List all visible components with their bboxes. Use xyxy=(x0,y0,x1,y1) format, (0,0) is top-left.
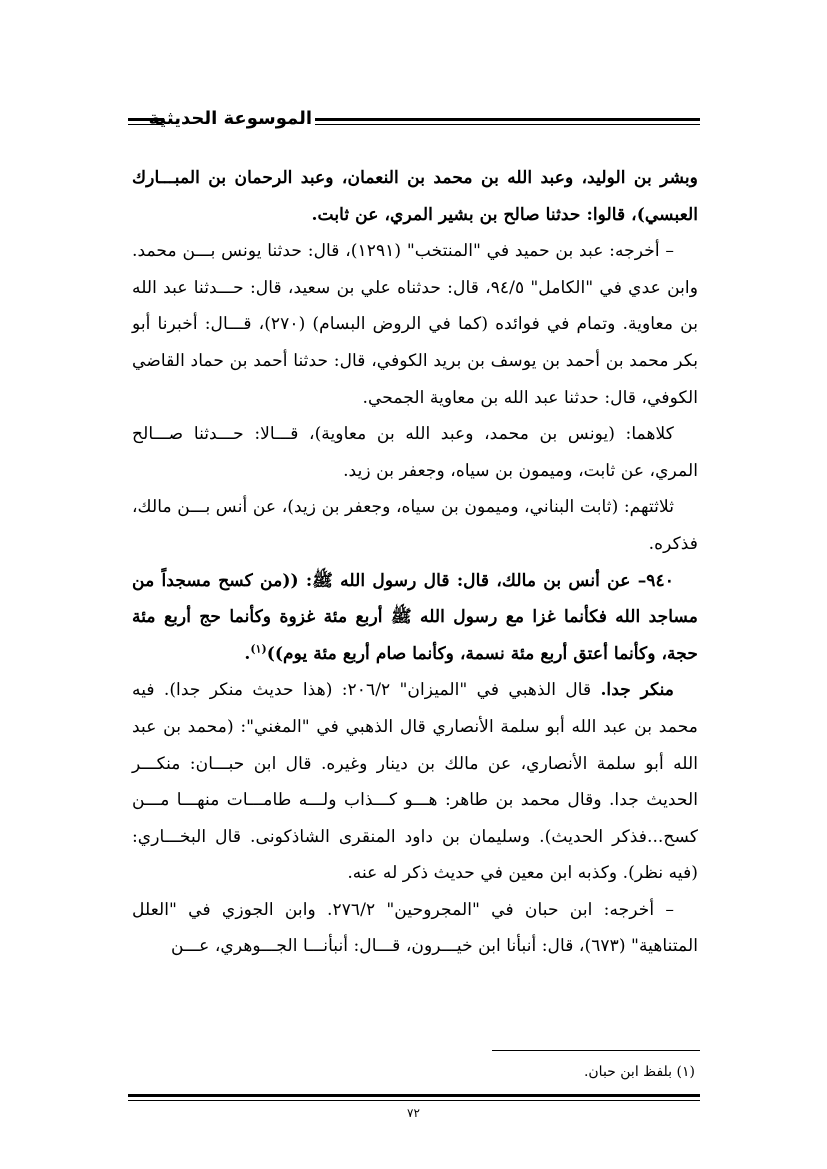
header-title: الموسوعة الحديثية xyxy=(148,108,312,129)
paragraph-chain-end: وبشر بن الوليد، وعبد الله بن محمد بن النعمان، وعبد الرحمان بن المبـــارك العبسي)، قالوا: حدثنا صالح بن بشير المري، عن ثابت. xyxy=(132,168,698,225)
paragraph-both: كلاهما: (يونس بن محمد، وعبد الله بن معاوية)، قـــالا: حـــدثنا صـــالح المري، عن ثابت، وميمون بن سياه، وجعفر بن زيد. xyxy=(132,424,698,481)
grading-text: قال الذهبي في "الميزان" ٢٠٦/٢: (هذا حديث منكر جدا). فيه محمد بن عبد الله أبو سلمة الأنصاري قال الذهبي في "المغني": (محمد بن عبد الله أبو سلمة الأنصاري، عن مالك بن دينار وغيره. قال ابن حبـــان: منكـــر الحديث جدا. وقال محمد بن طاهر: هـــو كـــذاب ولـــه طامـــات منهـــا مـــن كسح...فذكر الحديث). وسليمان بن داود المنقرى الشاذكونى. قال البخـــاري: (فيه نظر). وكذبه ابن معين في حديث ذكر له عنه. xyxy=(132,680,698,884)
footnote: (١) بلفظ ابن حبان. xyxy=(583,1064,695,1080)
footnote-ref: (١) xyxy=(250,641,267,655)
paragraph-takhrij: – أخرجه: عبد بن حميد في "المنتخب" (١٢٩١)، قال: حدثنا يونس بـــن محمد. وابن عدي في "الكامل" ٩٤/٥، قال: حدثناه علي بن سعيد، قال: حـــدثنا عبد الله بن معاوية. وتمام في فوائده (كما في الروض البسام) (٢٧٠)، قـــال: أخبرنا أبو بكر محمد بن أحمد بن يوسف بن بريد الكوفي، قال: حدثنا أحمد بن حماد القاضي الكوفي، قال: حدثنا عبد الله بن معاوية الجمحي. xyxy=(132,241,699,408)
paragraph-grading xyxy=(132,672,698,892)
hadith-text: ٩٤٠– عن أنس بن مالك، قال: قال رسول الله ﷺ: ((من كسح مسجداً من مساجد الله فكأنما غزا مع رسول الله ﷺ أربع مئة غزوة وكأنما حج أربع مئة حجة، وكأنما أعتق أربع مئة نسمة، وكأنما صام أربع مئة يوم)) xyxy=(132,570,698,664)
bottom-rule xyxy=(128,1094,700,1101)
paragraph-takhrij-2: – أخرجه: ابن حبان في "المجروحين" ٢٧٦/٢. وابن الجوزي في "العلل المتناهية" (٦٧٣)، قال: أنبأنا ابن خيـــرون، قـــال: أنبأنـــا الجـــوهري، عـــن xyxy=(132,899,698,957)
page-number: ٧٢ xyxy=(407,1106,420,1120)
header-rule-left xyxy=(128,118,164,125)
hadith-940: ٩٤٠– عن أنس بن مالك، قال: قال رسول الله ﷺ: ((من كسح مسجداً من مساجد الله فكأنما غزا مع رسول الله ﷺ أربع مئة غزوة وكأنما حج أربع مئة حجة، وكأنما أعتق أربع مئة نسمة، وكأنما صام أربع مئة يوم))$^{(١)}$. xyxy=(132,570,698,664)
running-header xyxy=(128,108,700,134)
page-body xyxy=(132,160,698,965)
paragraph-three: ثلاثتهم: (ثابت البناني، وميمون بن سياه، وجعفر بن زيد)، عن أنس بـــن مالك، فذكره. xyxy=(132,497,698,554)
header-rule-right xyxy=(315,118,700,125)
footnote-separator xyxy=(492,1050,700,1051)
grading-label: منكر جدا. xyxy=(600,680,674,701)
